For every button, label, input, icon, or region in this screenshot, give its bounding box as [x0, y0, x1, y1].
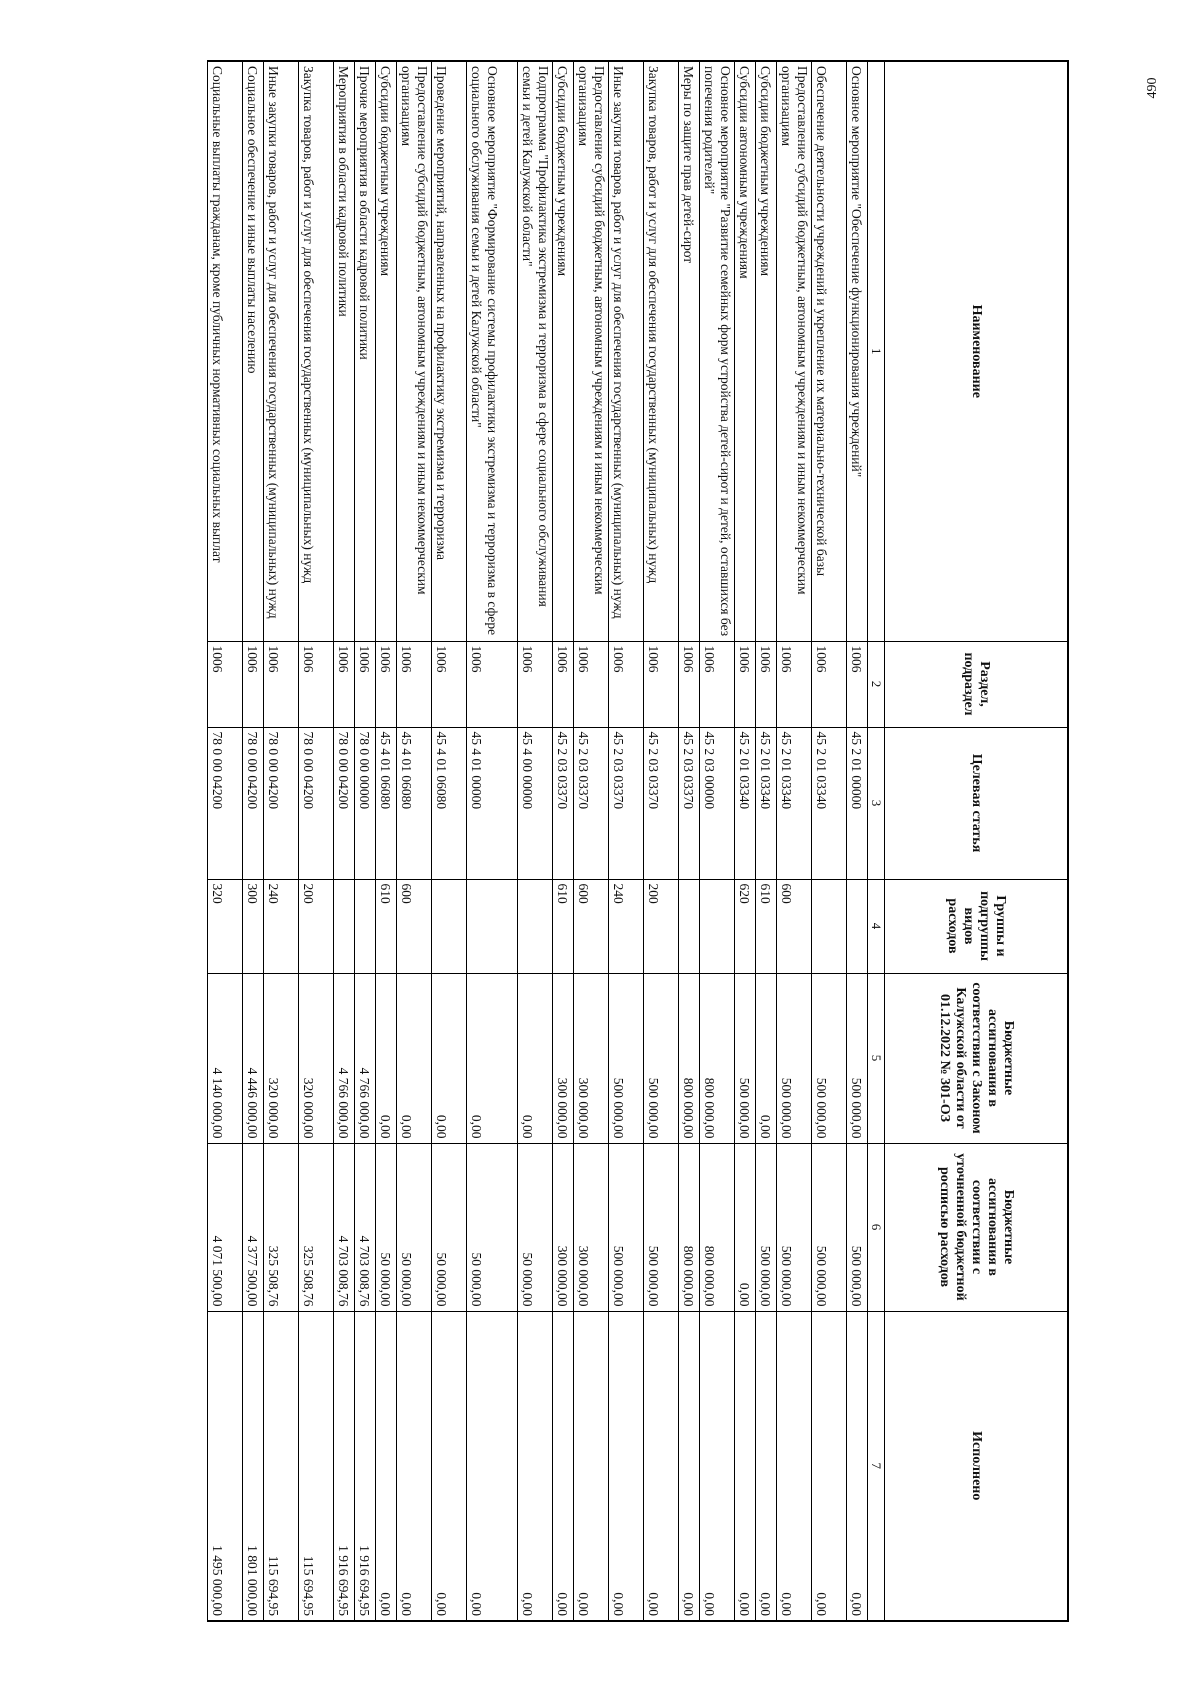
row-schedule: 0,00 [735, 1143, 756, 1311]
row-article: 78 0 00 04200 [208, 727, 243, 879]
row-law: 0,00 [518, 973, 553, 1143]
table-row [376, 61, 397, 1621]
row-law: 0,00 [397, 973, 432, 1143]
row-group: 600 [397, 879, 432, 973]
row-article: 45 2 01 03340 [735, 727, 756, 879]
row-schedule: 50 000,00 [376, 1143, 397, 1311]
col-number: 2 [868, 641, 885, 727]
row-schedule: 500 000,00 [756, 1143, 777, 1311]
table-row [644, 61, 679, 1621]
col-number: 6 [868, 1143, 885, 1311]
row-schedule: 325 508,76 [299, 1143, 334, 1311]
row-executed: 0,00 [432, 1311, 467, 1621]
table-row [777, 61, 812, 1621]
row-schedule: 500 000,00 [644, 1143, 679, 1311]
row-section: 1006 [609, 641, 644, 727]
row-name: Субсидии бюджетным учреждениям [376, 61, 397, 641]
row-article: 45 4 01 06080 [397, 727, 432, 879]
row-group [812, 879, 847, 973]
row-schedule: 300 000,00 [574, 1143, 609, 1311]
row-schedule: 800 000,00 [679, 1143, 700, 1311]
row-executed: 115 694,95 [264, 1311, 299, 1621]
header-row [885, 61, 1069, 1621]
table-row [756, 61, 777, 1621]
row-schedule: 500 000,00 [609, 1143, 644, 1311]
row-name: Мероприятия в области кадровой политики [334, 61, 355, 641]
row-schedule: 4 703 008,76 [334, 1143, 355, 1311]
table-row [243, 61, 264, 1621]
row-article: 78 0 00 04200 [334, 727, 355, 879]
row-article: 45 2 01 00000 [847, 727, 868, 879]
row-article: 45 4 01 06080 [376, 727, 397, 879]
row-name: Основное мероприятие "Формирование системы профилактики экстремизма и терроризма в сфере социального обслуживания семьи и детей Калужской области" [467, 61, 518, 641]
row-article: 78 0 00 04200 [264, 727, 299, 879]
table-row [518, 61, 553, 1621]
row-executed: 0,00 [679, 1311, 700, 1621]
row-group: 240 [264, 879, 299, 973]
row-name: Социальные выплаты гражданам, кроме публичных нормативных социальных выплат [208, 61, 243, 641]
row-name: Предоставление субсидий бюджетным, автономным учреждениям и иным некоммерческим организациям [397, 61, 432, 641]
row-section: 1006 [847, 641, 868, 727]
row-article: 45 2 03 03370 [679, 727, 700, 879]
row-executed: 0,00 [574, 1311, 609, 1621]
row-law: 4 140 000,00 [208, 973, 243, 1143]
row-law: 500 000,00 [609, 973, 644, 1143]
row-executed: 0,00 [847, 1311, 868, 1621]
row-article: 45 2 03 03370 [644, 727, 679, 879]
row-name: Иные закупки товаров, работ и услуг для обеспечения государственных (муниципальных) нужд [609, 61, 644, 641]
row-section: 1006 [553, 641, 574, 727]
row-schedule: 500 000,00 [777, 1143, 812, 1311]
row-group: 610 [756, 879, 777, 973]
row-law: 800 000,00 [700, 973, 735, 1143]
row-executed: 0,00 [756, 1311, 777, 1621]
row-name: Основное мероприятие "Развитие семейных форм устройства детей-сирот и детей, оставшихся без попечения родителей" [700, 61, 735, 641]
table-row [355, 61, 376, 1621]
table-row [334, 61, 355, 1621]
header-executed: Исполнено [885, 1311, 1069, 1621]
col-number: 1 [868, 61, 885, 641]
row-name: Иные закупки товаров, работ и услуг для обеспечения государственных (муниципальных) нужд [264, 61, 299, 641]
table-row [208, 61, 243, 1621]
table-row [735, 61, 756, 1621]
row-group [355, 879, 376, 973]
row-group: 620 [735, 879, 756, 973]
row-section: 1006 [355, 641, 376, 727]
row-group: 600 [574, 879, 609, 973]
col-number: 5 [868, 973, 885, 1143]
row-law: 320 000,00 [299, 973, 334, 1143]
row-law: 500 000,00 [777, 973, 812, 1143]
row-executed: 0,00 [609, 1311, 644, 1621]
header-name: Наименование [885, 61, 1069, 641]
row-schedule: 500 000,00 [812, 1143, 847, 1311]
row-group [467, 879, 518, 973]
row-law: 4 766 000,00 [355, 973, 376, 1143]
row-group: 600 [777, 879, 812, 973]
row-group [518, 879, 553, 973]
row-article: 45 4 01 06080 [432, 727, 467, 879]
row-article: 45 4 00 00000 [518, 727, 553, 879]
table-row [574, 61, 609, 1621]
row-executed: 0,00 [553, 1311, 574, 1621]
table-row [679, 61, 700, 1621]
row-section: 1006 [644, 641, 679, 727]
row-section: 1006 [574, 641, 609, 727]
header-article: Целевая статья [885, 727, 1069, 879]
row-group: 320 [208, 879, 243, 973]
row-article: 45 2 01 03340 [812, 727, 847, 879]
table-row [467, 61, 518, 1621]
row-schedule: 4 377 500,00 [243, 1143, 264, 1311]
row-section: 1006 [735, 641, 756, 727]
row-section: 1006 [700, 641, 735, 727]
header-section: Раздел, подраздел [885, 641, 1069, 727]
row-section: 1006 [679, 641, 700, 727]
row-group: 240 [609, 879, 644, 973]
row-executed: 115 694,95 [299, 1311, 334, 1621]
row-section: 1006 [756, 641, 777, 727]
row-law: 300 000,00 [553, 973, 574, 1143]
row-group: 610 [376, 879, 397, 973]
row-group: 200 [299, 879, 334, 973]
row-group [334, 879, 355, 973]
row-schedule: 50 000,00 [397, 1143, 432, 1311]
row-name: Закупка товаров, работ и услуг для обеспечения государственных (муниципальных) нужд [644, 61, 679, 641]
col-number: 3 [868, 727, 885, 879]
row-group: 300 [243, 879, 264, 973]
row-law: 500 000,00 [847, 973, 868, 1143]
row-group: 610 [553, 879, 574, 973]
budget-table [207, 60, 1069, 1622]
row-section: 1006 [299, 641, 334, 727]
row-law: 300 000,00 [574, 973, 609, 1143]
row-name: Субсидии автономным учреждениям [735, 61, 756, 641]
row-executed: 0,00 [467, 1311, 518, 1621]
row-executed: 0,00 [812, 1311, 847, 1621]
row-name: Прочие мероприятия в области кадровой политики [355, 61, 376, 641]
row-article: 78 0 00 00000 [355, 727, 376, 879]
row-article: 45 2 01 03340 [756, 727, 777, 879]
table-row [397, 61, 432, 1621]
row-executed: 0,00 [735, 1311, 756, 1621]
row-section: 1006 [243, 641, 264, 727]
table-row [264, 61, 299, 1621]
row-law: 800 000,00 [679, 973, 700, 1143]
row-section: 1006 [812, 641, 847, 727]
header-law: Бюджетные ассигнования в соответствии с Законом Калужской области от 01.12.2022 № 301-ОЗ [885, 973, 1069, 1143]
row-section: 1006 [518, 641, 553, 727]
row-law: 0,00 [376, 973, 397, 1143]
row-article: 45 2 03 03370 [553, 727, 574, 879]
row-law: 500 000,00 [812, 973, 847, 1143]
row-executed: 1 916 694,95 [355, 1311, 376, 1621]
row-section: 1006 [208, 641, 243, 727]
row-name: Проведение мероприятий, направленных на профилактику экстремизма и терроризма [432, 61, 467, 641]
row-schedule: 4 703 008,76 [355, 1143, 376, 1311]
table-row [609, 61, 644, 1621]
col-number: 7 [868, 1311, 885, 1621]
row-name: Меры по защите прав детей-сирот [679, 61, 700, 641]
row-name: Подпрограмма "Профилактика экстремизма и терроризма в сфере социального обслуживания семьи и детей Калужской области" [518, 61, 553, 641]
row-article: 45 4 01 00000 [467, 727, 518, 879]
row-executed: 0,00 [777, 1311, 812, 1621]
row-name: Обеспечение деятельности учреждений и укрепление их материально-технической базы [812, 61, 847, 641]
row-executed: 0,00 [644, 1311, 679, 1621]
table-row [847, 61, 868, 1621]
row-article: 78 0 00 04200 [299, 727, 334, 879]
row-section: 1006 [467, 641, 518, 727]
row-schedule: 325 508,76 [264, 1143, 299, 1311]
row-section: 1006 [397, 641, 432, 727]
row-name: Субсидии бюджетным учреждениям [553, 61, 574, 641]
row-schedule: 4 071 500,00 [208, 1143, 243, 1311]
header-group: Группы и подгруппы видов расходов [885, 879, 1069, 973]
row-article: 78 0 00 04200 [243, 727, 264, 879]
row-article: 45 2 03 03370 [609, 727, 644, 879]
row-schedule: 50 000,00 [432, 1143, 467, 1311]
row-group [700, 879, 735, 973]
row-executed: 0,00 [397, 1311, 432, 1621]
table-row [432, 61, 467, 1621]
col-number: 4 [868, 879, 885, 973]
row-executed: 0,00 [376, 1311, 397, 1621]
row-law: 320 000,00 [264, 973, 299, 1143]
row-law: 4 766 000,00 [334, 973, 355, 1143]
row-executed: 1 495 000,00 [208, 1311, 243, 1621]
row-name: Социальное обеспечение и иные выплаты населению [243, 61, 264, 641]
row-group: 200 [644, 879, 679, 973]
row-executed: 1 801 000,00 [243, 1311, 264, 1621]
row-law: 500 000,00 [644, 973, 679, 1143]
row-executed: 0,00 [700, 1311, 735, 1621]
row-schedule: 500 000,00 [847, 1143, 868, 1311]
row-schedule: 800 000,00 [700, 1143, 735, 1311]
page-number: 490 [1145, 77, 1160, 99]
row-executed: 0,00 [518, 1311, 553, 1621]
row-section: 1006 [334, 641, 355, 727]
row-law: 500 000,00 [735, 973, 756, 1143]
row-section: 1006 [376, 641, 397, 727]
row-article: 45 2 03 03370 [574, 727, 609, 879]
row-name: Основное мероприятие "Обеспечение функционирования учреждений" [847, 61, 868, 641]
row-law: 0,00 [467, 973, 518, 1143]
column-number-row [868, 61, 885, 1621]
row-section: 1006 [777, 641, 812, 727]
row-law: 0,00 [432, 973, 467, 1143]
row-name: Субсидии бюджетным учреждениям [756, 61, 777, 641]
table-row [553, 61, 574, 1621]
row-schedule: 300 000,00 [553, 1143, 574, 1311]
row-executed: 1 916 694,95 [334, 1311, 355, 1621]
row-schedule: 50 000,00 [518, 1143, 553, 1311]
row-schedule: 50 000,00 [467, 1143, 518, 1311]
row-law: 4 446 000,00 [243, 973, 264, 1143]
row-group [847, 879, 868, 973]
row-name: Предоставление субсидий бюджетным, автономным учреждениям и иным некоммерческим организациям [574, 61, 609, 641]
row-group [679, 879, 700, 973]
row-section: 1006 [264, 641, 299, 727]
row-group [432, 879, 467, 973]
row-section: 1006 [432, 641, 467, 727]
row-law: 0,00 [756, 973, 777, 1143]
table-row [812, 61, 847, 1621]
rotated-page [117, 60, 1069, 1620]
row-article: 45 2 01 03340 [777, 727, 812, 879]
table-row [299, 61, 334, 1621]
row-article: 45 2 03 00000 [700, 727, 735, 879]
header-schedule: Бюджетные ассигнования в соответствии с уточненной бюджетной росписью расходов [885, 1143, 1069, 1311]
table-row [700, 61, 735, 1621]
row-name: Предоставление субсидий бюджетным, автономным учреждениям и иным некоммерческим организациям [777, 61, 812, 641]
row-name: Закупка товаров, работ и услуг для обеспечения государственных (муниципальных) нужд [299, 61, 334, 641]
